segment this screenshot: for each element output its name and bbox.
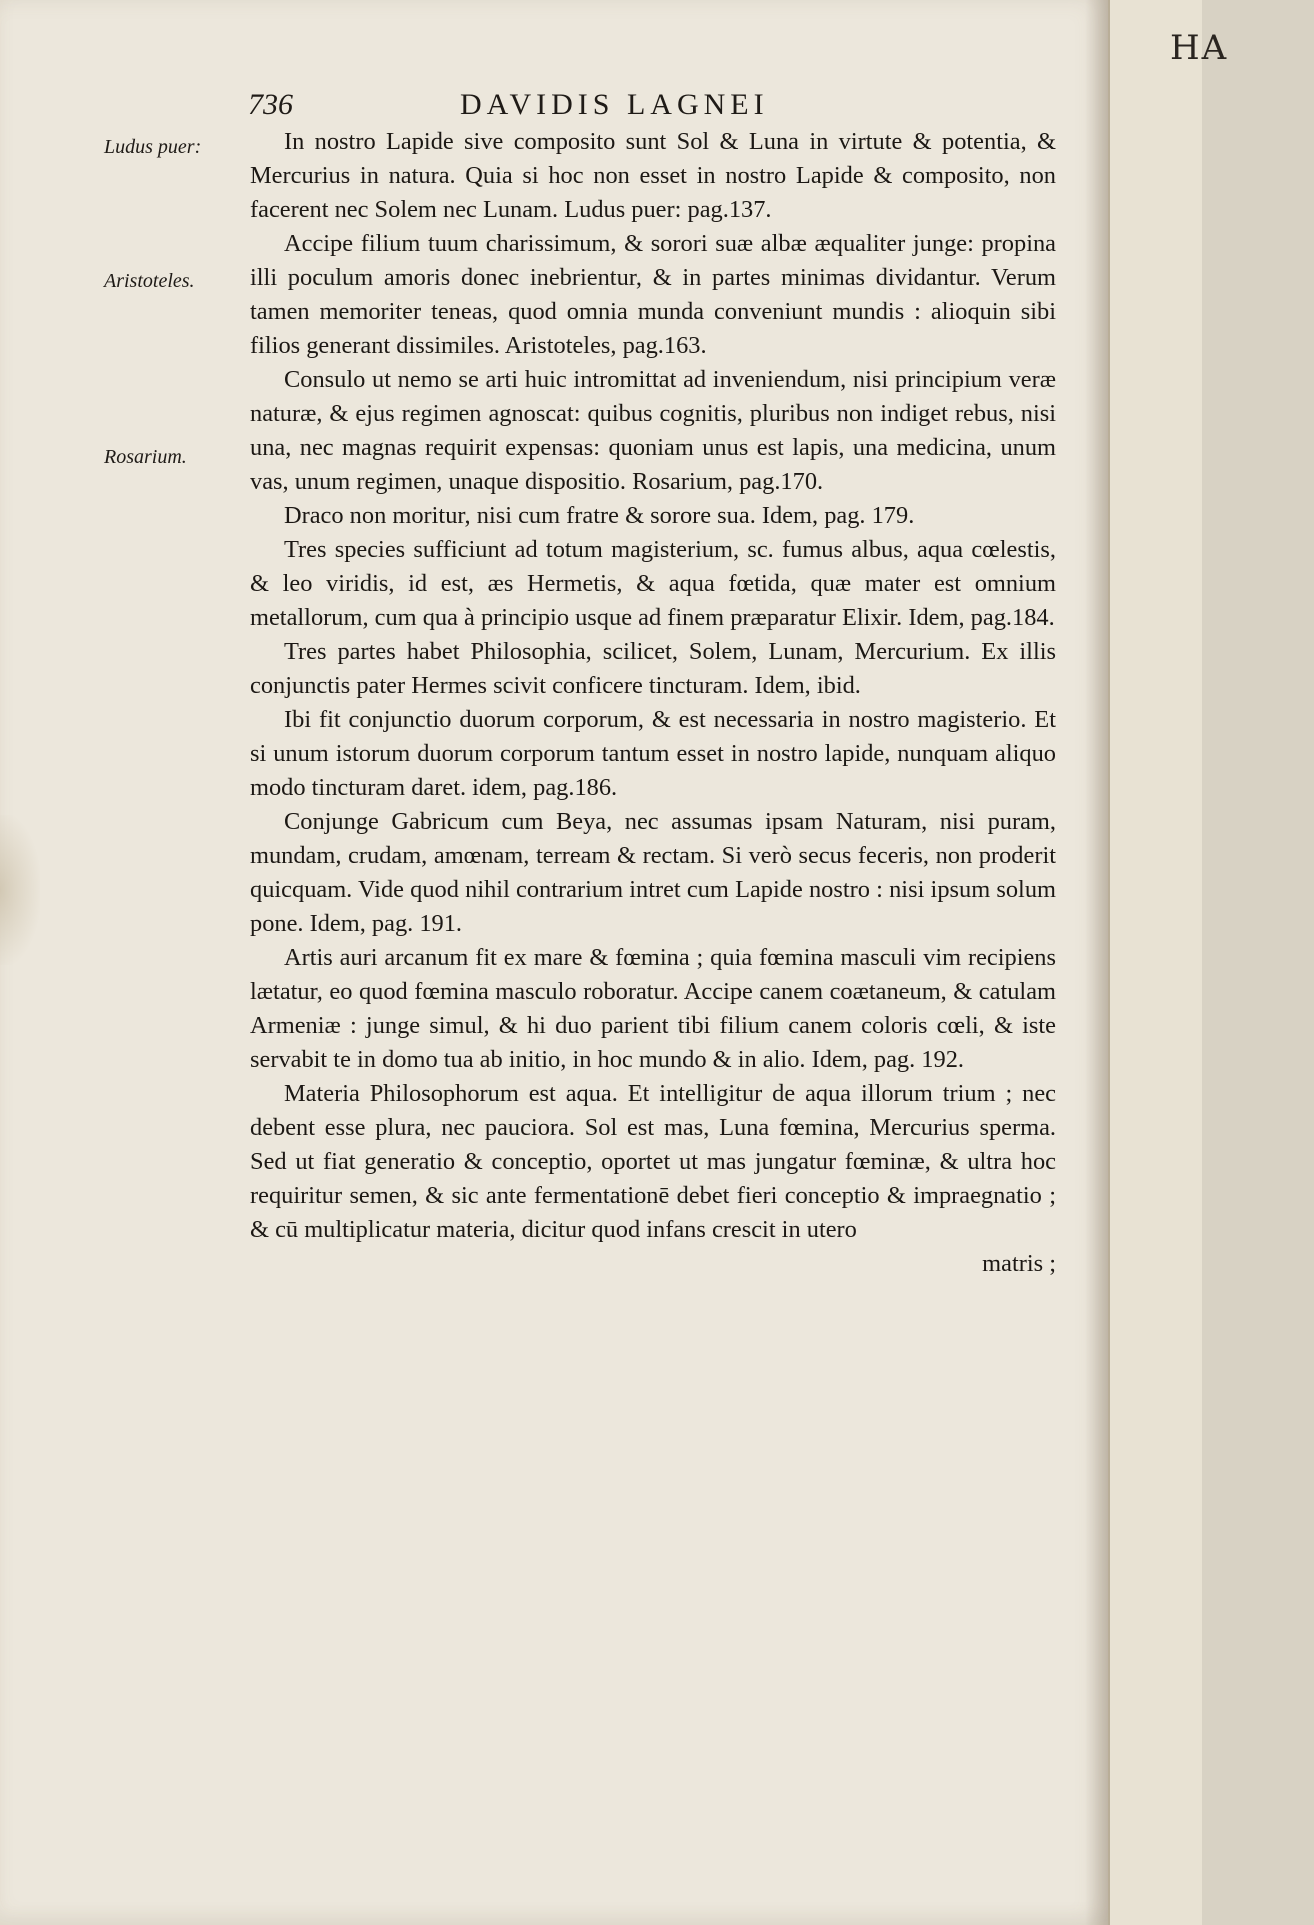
paragraph: Tres species sufficiunt ad totum magisterium, sc. fumus albus, aqua cœlestis, & leo viridis, id est, æs Hermetis, & aqua fœtida, quæ mater est omnium metallorum, cum qua à principio usque ad finem præparatur Elixir. Idem, pag.184. <box>250 536 1056 631</box>
margin-note-ludus: Ludus puer: <box>104 136 202 158</box>
paragraph: Artis auri arcanum fit ex mare & fœmina ; quia fœmina masculi vim recipiens lætatur, eo quod fœmina masculo roboratur. Accipe canem coætaneum, & catulam Armeniæ : junge simul, & hi duo parient tibi filium canem coloris cœli, & iste servabit te in domo tua ab initio, in hoc mundo & in alio. Idem, pag. 192. <box>250 944 1056 1073</box>
margin-note-rosarium: Rosarium. <box>104 446 187 468</box>
margin-note-aristoteles: Aristoteles. <box>104 270 195 292</box>
paragraph: Conjunge Gabricum cum Beya, nec assumas ipsam Naturam, nisi puram, mundam, crudam, amœnam, terream & rectam. Si verò secus feceris, non proderit quicquam. Vide quod nihil contrarium intret cum Lapide nostro : nisi ipsum solum pone. Idem, pag. 191. <box>250 808 1056 937</box>
paragraph: Tres partes habet Philosophia, scilicet, Solem, Lunam, Mercurium. Ex illis conjunctis pater Hermes scivit conficere tincturam. Idem, ibid. <box>250 638 1056 699</box>
paragraph: Ibi fit conjunctio duorum corporum, & est necessaria in nostro magisterio. Et si unum istorum duorum corporum tantum esset in nostro lapide, nunquam aliquo modo tincturam daret. idem, pag.186. <box>250 706 1056 801</box>
page-number: 736 <box>248 88 293 121</box>
catchword: matris ; <box>982 1250 1056 1277</box>
header-title: DAVIDIS LAGNEI <box>460 88 769 121</box>
page-stain <box>0 815 40 965</box>
paragraph: In nostro Lapide sive composito sunt Sol & Luna in virtute & potentia, & Mercurius in natura. Quia si hoc non esset in nostro Lapide & composito, non facerent nec Solem nec Lunam. Ludus puer: pag.137. <box>250 128 1056 223</box>
facing-page-edge <box>1108 0 1229 1925</box>
body-text <box>250 125 1056 1281</box>
bleed-through-text <box>1114 95 1314 123</box>
paragraph: Consulo ut nemo se arti huic intromittat ad inveniendum, nisi principium veræ naturæ, & ejus regimen agnoscat: quibus cognitis, pluribus non indiget rebus, nisi una, nec magnas requirit expensas: quoniam unus est lapis, una medicina, unum vas, unum regimen, unaque dispositio. Rosarium, pag.170. <box>250 366 1056 495</box>
paragraph: Materia Philosophorum est aqua. Et intelligitur de aqua illorum trium ; nec debent esse plura, nec pauciora. Sol est mas, Luna fœmina, Mercurius sperma. Sed ut fiat generatio & conceptio, oportet ut mas jungatur fœminæ, & ultra hoc requiritur semen, & sic ante fermentationē debet fieri conceptio & impraegnatio ; & cū multiplicatur materia, dicitur quod infans crescit in utero <box>250 1080 1056 1243</box>
paragraph: Draco non moritur, nisi cum fratre & sorore sua. Idem, pag. 179. <box>284 502 915 529</box>
gutter-shadow <box>1085 0 1109 1925</box>
facing-page-header: HA <box>1170 28 1229 68</box>
running-head <box>248 88 1068 124</box>
paragraph: Accipe filium tuum charissimum, & sorori suæ albæ æqualiter junge: propina illi poculum amoris donec inebrientur, & in partes minimas dividantur. Verum tamen memoriter teneas, quod omnia munda conveniunt mundis : alioquin sibi filios generant dissimiles. Aristoteles, pag.163. <box>250 230 1056 359</box>
